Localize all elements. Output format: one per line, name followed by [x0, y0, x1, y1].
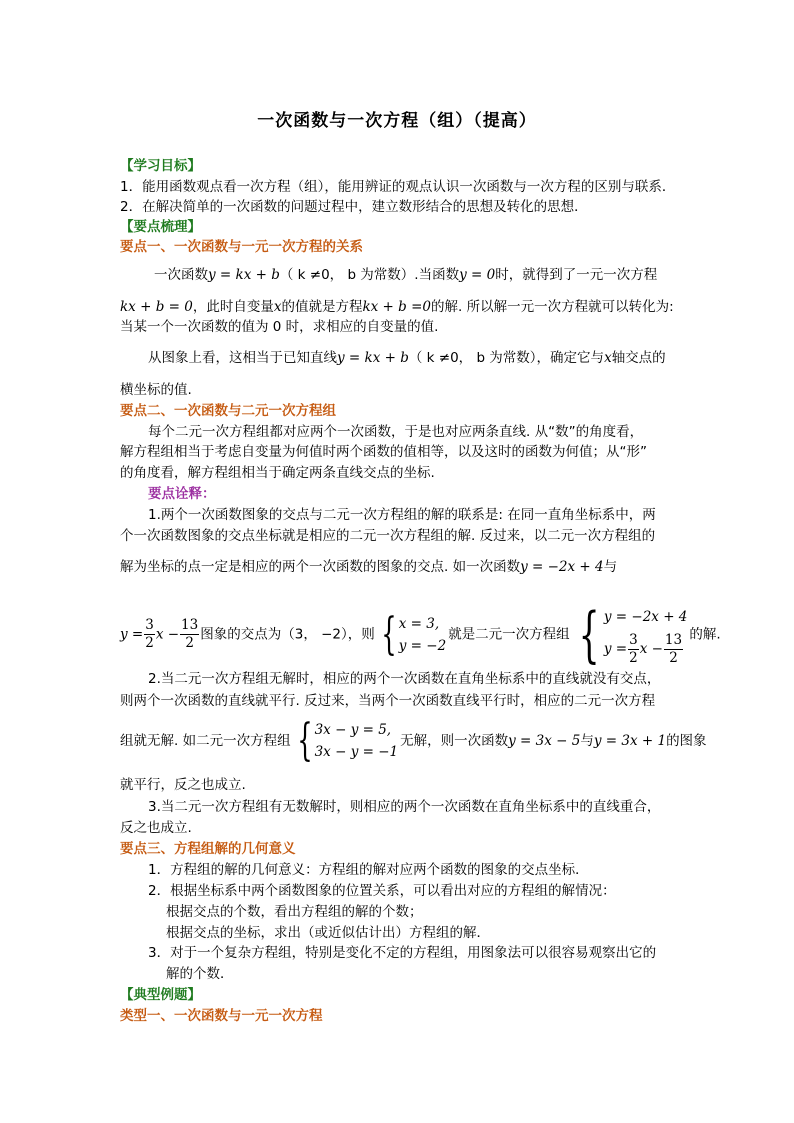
- explanation-2-line-1: 2.当二元一次方程组无解时，相应的两个一次函数在直角坐标系中的直线就没有交点，: [148, 671, 661, 687]
- explanation-1-line-3: [120, 558, 617, 576]
- text: 图象的交点为（3， −2），则: [200, 626, 375, 643]
- point-3-item-3: 3．对于一个复杂方程组，特别是变化不定的方程组，用图象法可以很容易观察出它的: [148, 945, 657, 961]
- equation: y = 0: [459, 267, 496, 283]
- explanation-2-line-4: 就平行，反之也成立.: [120, 777, 246, 793]
- explanation-2-line-3: [120, 716, 707, 766]
- type-1-heading: 类型一、一次函数与一元一次方程: [120, 1008, 323, 1024]
- equation: y = −2x + 4: [520, 559, 604, 575]
- explanation-3-line-1: 3.当二元一次方程组有无数解时，则相应的两个一次函数在直角坐标系中的直线重合，: [148, 799, 661, 815]
- denominator: 2: [185, 635, 194, 651]
- variable: x: [604, 350, 612, 366]
- text: （ k ≠0， b 为常数），确定它与: [408, 350, 605, 366]
- text: 轴交点的: [611, 350, 666, 366]
- text: 与: [603, 559, 618, 575]
- variable: x: [273, 299, 282, 315]
- denominator: 2: [669, 650, 678, 666]
- text: 解为坐标的点一定是相应的两个一次函数的图象的交点. 如一次函数: [120, 559, 521, 575]
- fraction: [180, 617, 199, 652]
- explanation-1-line-4: [120, 599, 721, 670]
- equation: y = 3x − 5: [508, 733, 581, 749]
- page-title: 一次函数与一次方程（组）（提高）: [257, 111, 537, 131]
- text: 的值就是方程: [281, 299, 363, 315]
- fraction: [144, 617, 155, 652]
- text: 无解，则一次函数: [400, 733, 509, 749]
- text: 组就无解. 如二元一次方程组: [120, 733, 291, 749]
- denominator: 2: [145, 635, 154, 651]
- point-2-line-2: 解方程组相当于考虑自变量为何值时两个函数的值相等，以及这时的函数为何值；从“形”: [120, 444, 647, 460]
- equation-lhs: y =: [603, 641, 628, 657]
- point-1-line-2: [120, 298, 674, 316]
- section-examples: 【典型例题】: [120, 987, 201, 1003]
- point-1-line-4: [148, 349, 666, 367]
- text: 就是二元一次方程组: [448, 626, 570, 643]
- section-learning-goals: 【学习目标】: [120, 158, 201, 174]
- equation: y = kx + b: [208, 267, 280, 283]
- system-row: [604, 632, 688, 667]
- point-3-heading: 要点三、方程组解的几何意义: [120, 841, 296, 857]
- numerator: 3: [145, 617, 154, 633]
- explanation-1-line-2: 个一次函数图象的交点坐标就是相应的二元一次方程组的解. 反过来，以二元一次方程组的: [120, 528, 656, 544]
- text: 一次函数: [154, 267, 208, 283]
- point-3-item-3-cont: 解的个数．: [166, 966, 234, 982]
- text: 的解.: [689, 626, 721, 643]
- point-3-item-2b: 根据交点的坐标，求出（或近似估计出）方程组的解．: [166, 925, 490, 941]
- equation-term: x −: [155, 626, 180, 643]
- text: 时，就得到了一元一次方程: [495, 267, 658, 283]
- equation-lhs: y =: [120, 626, 144, 643]
- equation-system: [604, 602, 688, 667]
- explanation-heading: 要点诠释：: [148, 486, 216, 502]
- brace-icon: {: [578, 599, 600, 670]
- system-row: 3x − y = −1: [314, 744, 399, 760]
- fraction: [664, 632, 683, 667]
- equation: kx + b =0: [362, 299, 431, 315]
- point-1-line-3: 当某一个一次函数的值为 0 时，求相应的自变量的值.: [120, 319, 439, 335]
- text: 从图象上看，这相当于已知直线: [148, 350, 337, 366]
- section-key-points: 【要点梳理】: [120, 219, 201, 235]
- text: （ k ≠0， b 为常数）.当函数: [279, 267, 460, 283]
- explanation-2-line-2: 则两个一次函数的直线就平行. 反过来，当两个一次函数直线平行时，相应的二元一次方程: [120, 693, 656, 709]
- text: ，此时自变量: [192, 299, 274, 315]
- point-1-heading: 要点一、一次函数与一元一次方程的关系: [120, 239, 363, 255]
- text: 与: [580, 733, 594, 749]
- point-2-line-3: 的角度看，解方程组相当于确定两条直线交点的坐标.: [120, 465, 435, 481]
- point-2-heading: 要点二、一次函数与二元一次方程组: [120, 403, 336, 419]
- goal-item-1: 1．能用函数观点看一次方程（组），能用辨证的观点认识一次函数与一次方程的区别与联系．: [120, 179, 676, 195]
- text: 的解. 所以解一元一次方程就可以转化为:: [430, 299, 674, 315]
- system-row: 3x − y = 5,: [314, 722, 392, 738]
- point-3-item-2a: 根据交点的个数，看出方程组的解的个数；: [166, 904, 423, 920]
- system-row: x = 3,: [398, 615, 440, 632]
- solution-system: [399, 613, 446, 657]
- equation-term: x −: [639, 641, 663, 657]
- numerator: 13: [664, 632, 683, 648]
- equation-system: [315, 719, 399, 763]
- point-1-line-5: 横坐标的值.: [120, 382, 192, 398]
- point-1-line-1: [154, 266, 657, 284]
- equation: y = kx + b: [337, 350, 409, 366]
- explanation-3-line-2: 反之也成立.: [120, 820, 192, 836]
- equation: y = 3x + 1: [593, 733, 667, 749]
- goal-item-2: 2．在解决简单的一次函数的问题过程中，建立数形结合的思想及转化的思想．: [120, 199, 588, 215]
- point-3-item-2: 2．根据坐标系中两个函数图象的位置关系，可以看出对应的方程组的解情况：: [148, 883, 616, 899]
- equation: kx + b = 0: [120, 299, 193, 315]
- fraction: [628, 632, 639, 667]
- brace-icon: {: [296, 715, 313, 766]
- brace-icon: {: [381, 608, 397, 660]
- system-row: y = −2x + 4: [603, 609, 688, 625]
- denominator: 2: [629, 650, 638, 666]
- point-2-line-1: 每个二元一次方程组都对应两个一次函数，于是也对应两条直线. 从“数”的角度看，: [148, 424, 644, 440]
- numerator: 13: [181, 617, 199, 633]
- text: 的图象: [666, 733, 707, 749]
- point-3-item-1: 1．方程组的解的几何意义：方程组的解对应两个函数的图象的交点坐标．: [148, 862, 589, 878]
- system-row: y = −2: [398, 637, 447, 654]
- explanation-1-line-1: 1.两个一次函数图象的交点与二元一次方程组的解的联系是: 在同一直角坐标系中，两: [148, 507, 656, 523]
- numerator: 3: [629, 632, 638, 648]
